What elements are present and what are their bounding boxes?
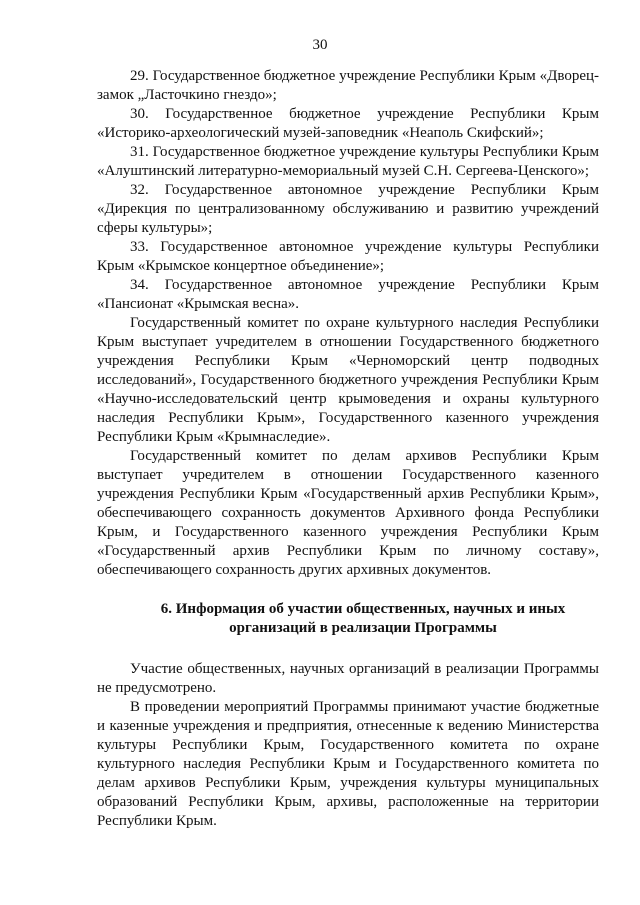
institutions-paragraph: В проведении мероприятий Программы принимают участие бюджетные и казенные учреждения и предприятия, отнесенные к ведению Министерства культуры Республики Крым, Государственного комитета по охране культурного наследия Республики Крым и Государственного комитета по делам архивов Республики Крым, учреждения культуры муниципальных образований Республики Крым, архивы, расположенные на территории Республики Крым. [97, 699, 599, 829]
section-heading-line-1: 6. Информация об участии общественных, научных и иных [160, 601, 566, 617]
section-heading-line-2: организаций в реализации Программы [229, 620, 497, 636]
list-item-33: 33. Государственное автономное учреждение культуры Республики Крым «Крымское концертное объединение»; [97, 239, 599, 274]
section-heading [97, 600, 599, 638]
list-item-30: 30. Государственное бюджетное учреждение Республики Крым «Историко-археологический музей-заповедник «Неаполь Скифский»; [97, 106, 599, 141]
list-item-34: 34. Государственное автономное учреждение Республики Крым «Пансионат «Крымская весна». [97, 277, 599, 312]
page-number: 30 [312, 37, 328, 53]
list-item-29: 29. Государственное бюджетное учреждение Республики Крым «Дворец-замок „Ласточкино гнездо»; [97, 68, 599, 103]
list-item-31: 31. Государственное бюджетное учреждение культуры Республики Крым «Алуштинский литературно-мемориальный музей С.Н. Сергеева-Ценского»; [97, 144, 599, 179]
document-body [97, 67, 599, 831]
heritage-committee-paragraph: Государственный комитет по охране культурного наследия Республики Крым выступает учредителем в отношении Государственного бюджетного учреждения Республики Крым «Черноморский центр подводных исследований», Государственного бюджетного учреждения Республики Крым «Научно-исследовательский центр крымоведения и охраны культурного наследия Республики Крым», Государственного казенного учреждения Республики Крым «Крымнаследие». [97, 315, 599, 445]
archives-committee-paragraph: Государственный комитет по делам архивов Республики Крым выступает учредителем в отношении Государственного казенного учреждения Республики Крым «Государственный архив Республики Крым», обеспечивающего сохранность документов Архивного фонда Республики Крым, и Государственного казенного учреждения Республики Крым «Государственный архив Республики Крым по личному составу», обеспечивающего сохранность других архивных документов. [97, 448, 599, 578]
participation-paragraph: Участие общественных, научных организаций в реализации Программы не предусмотрено. [97, 661, 599, 696]
list-item-32: 32. Государственное автономное учреждение Республики Крым «Дирекция по централизованному обслуживанию и развитию учреждений сферы культуры»; [97, 182, 599, 236]
